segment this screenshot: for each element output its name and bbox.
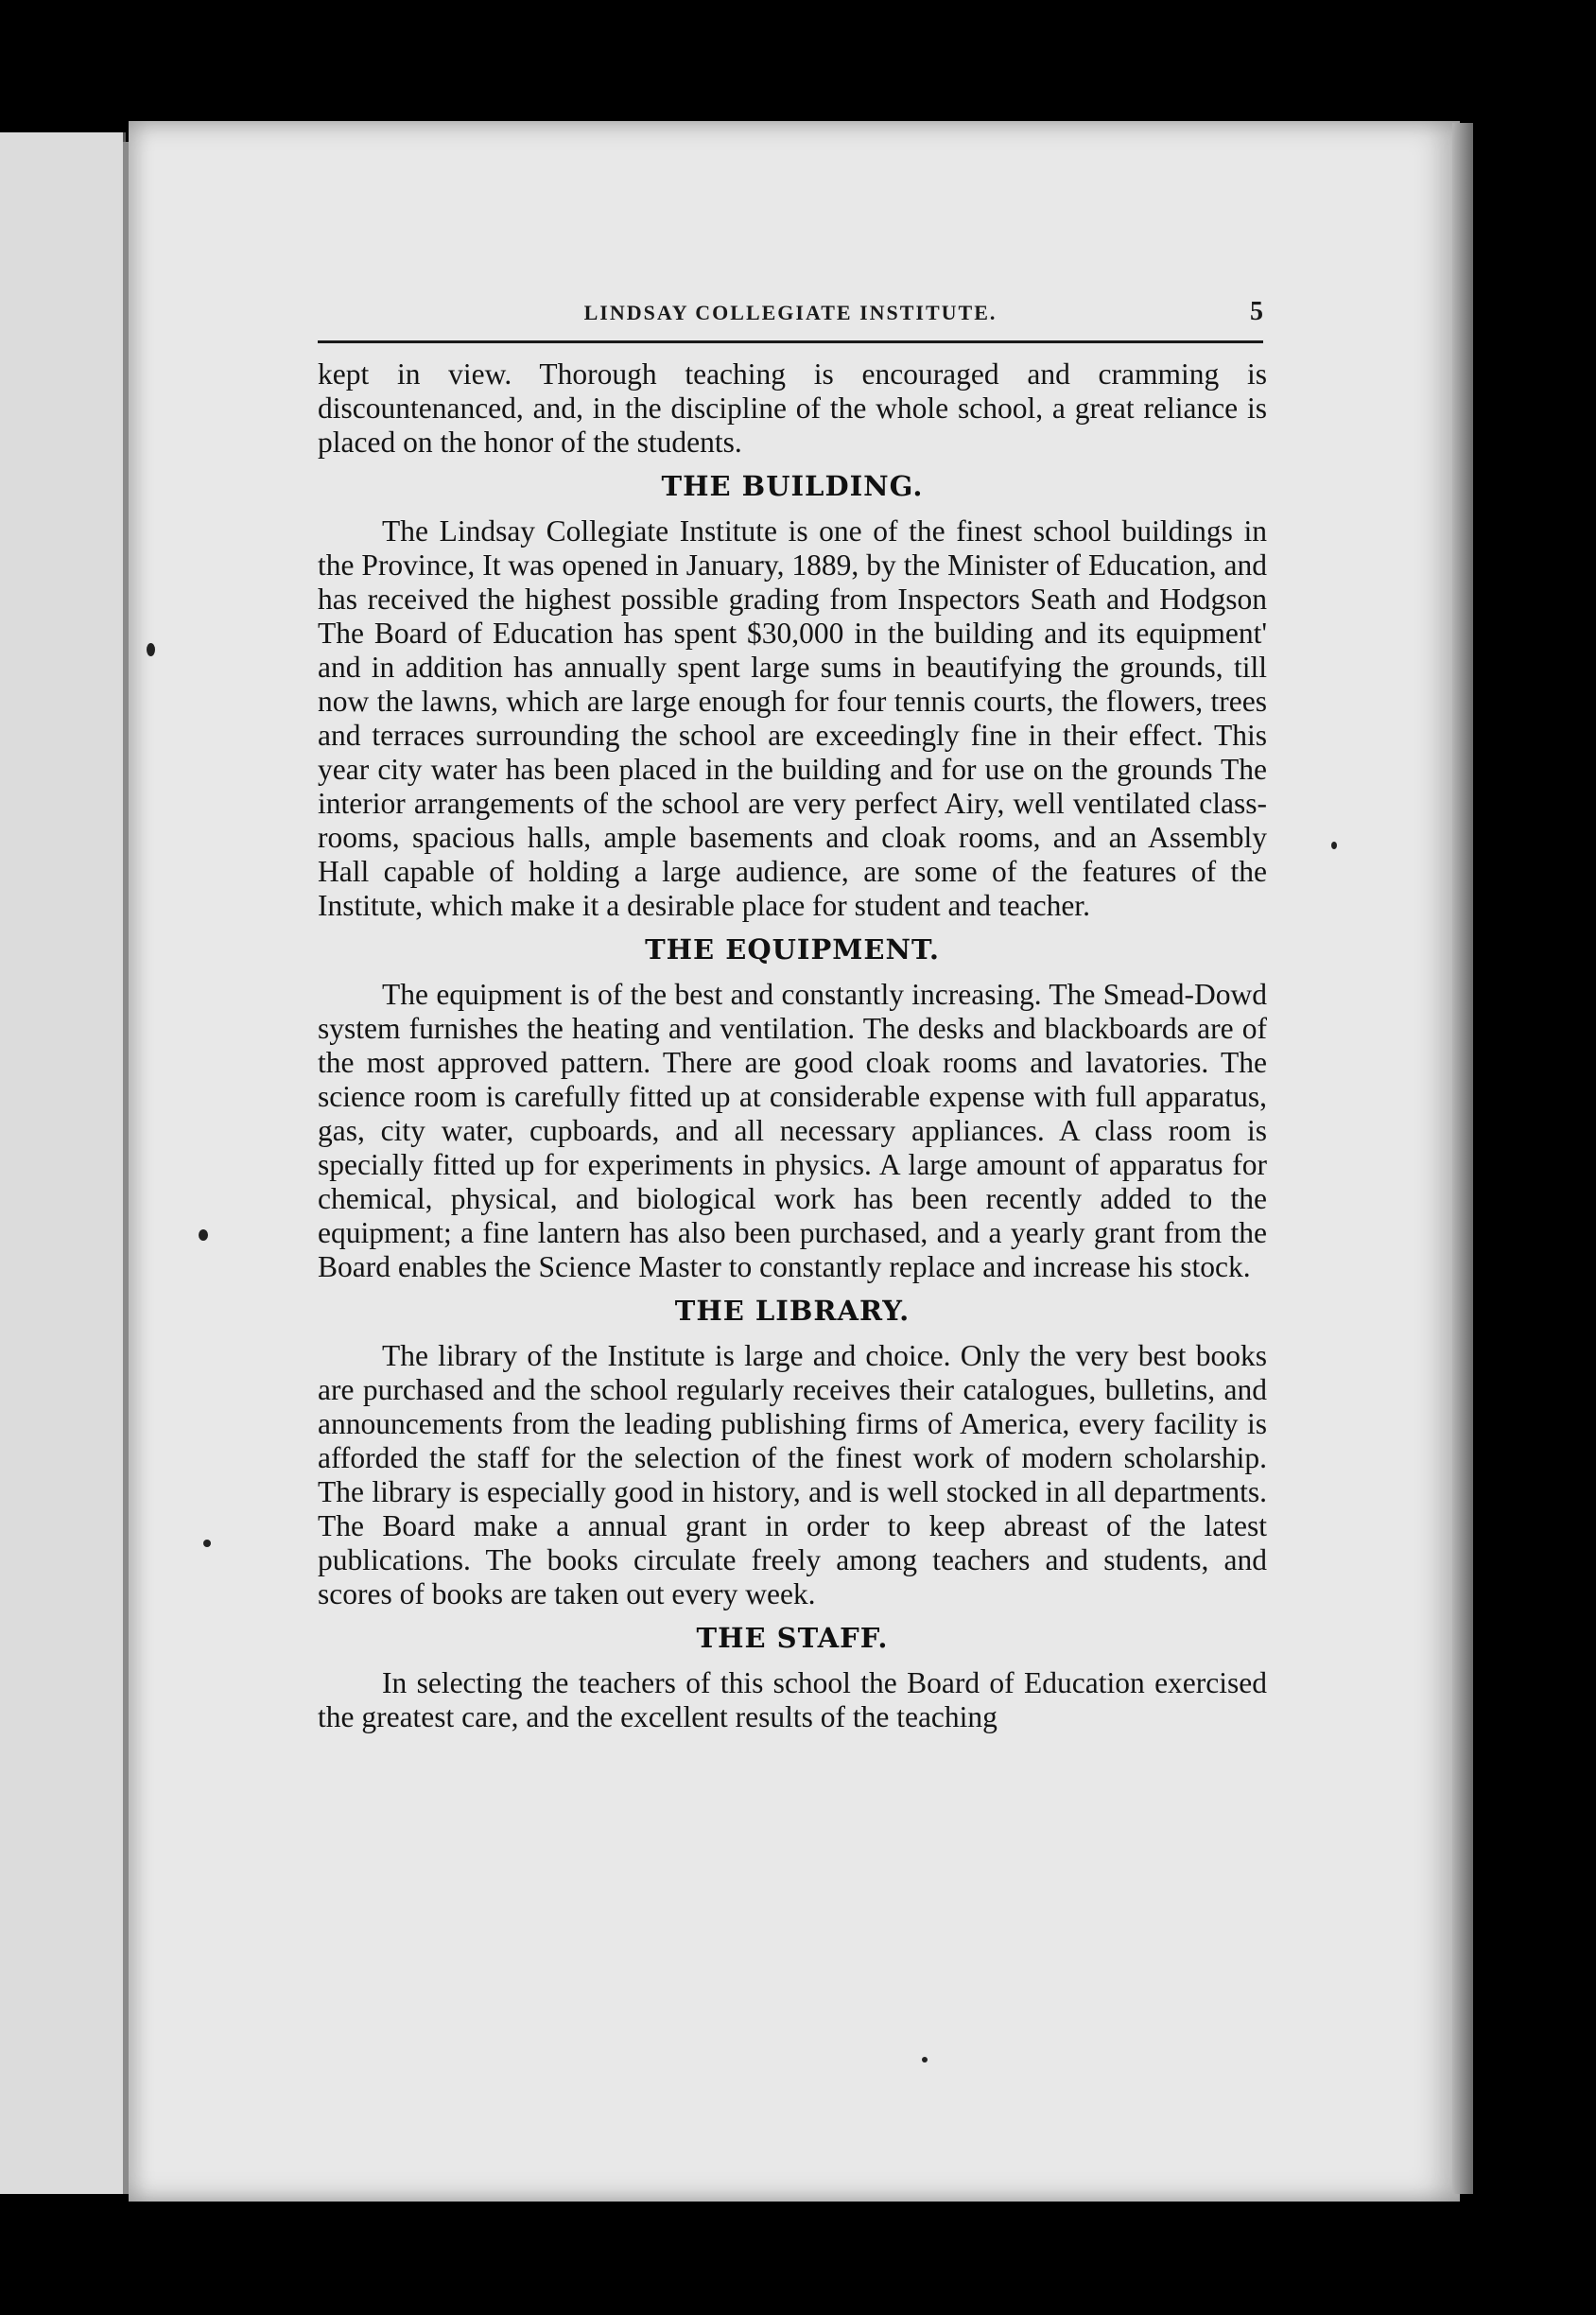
section-heading-staff: THE STAFF. — [696, 1622, 889, 1654]
scan-speck — [147, 643, 155, 656]
running-header — [318, 297, 1263, 348]
section-paragraph-library: The library of the Institute is large and choice. Only the very best books are purchased and the school regularly receives their catalogues, bulletins, and announcements from the leading publishing firms of America, every facility is afforded the staff for the selection of the finest work of modern scholarship. The library is especially good in history, and is well stocked in all departments. The Board make a annual grant in order to keep abreast of the latest publications. The books circulate freely among teachers and students, and scores of books are taken out every week. — [318, 1339, 1267, 1610]
page-edge-shadow — [1452, 123, 1473, 2194]
section-heading-equipment: THE EQUIPMENT. — [645, 933, 940, 966]
scan-speck — [203, 1540, 211, 1547]
page-number: 5 — [1250, 297, 1263, 326]
section-paragraph-staff: In selecting the teachers of this school the Board of Education exercised the greatest care, and the excellent results of the teaching — [318, 1666, 1267, 1733]
section-paragraph-equipment: The equipment is of the best and constantly increasing. The Smead-Dowd system furnishes the heating and ventilation. The desks and blackboards are of the most approved pattern. There are good cloak rooms and lavatories. The science room is carefully fitted up at considerable expense with full apparatus, gas, city water, cupboards, and all necessary appliances. A class room is specially fitted up for experiments in physics. A large amount of apparatus for chemical, physical, and biological work has been recently added to the equipment; a fine lantern has also been purchased, and a yearly grant from the Board enables the Science Master to constantly replace and increase his stock. — [318, 978, 1267, 1283]
page-body — [318, 357, 1267, 1734]
section-heading-building: THE BUILDING. — [661, 470, 924, 502]
header-rule — [318, 340, 1263, 343]
intro-paragraph: kept in view. Thorough teaching is encouraged and cramming is discountenanced, and, in the discipline of the whole school, a great reliance is placed on the honor of the students. — [318, 357, 1267, 459]
section-paragraph-building: The Lindsay Collegiate Institute is one of the finest school buildings in the Province, It was opened in January, 1889, by the Minister of Education, and has received the highest possible grading from Inspectors Seath and Hodgson The Board of Education has spent $30,000 in the building and its equipment' and in addition has annually spent large sums in beautifying the grounds, till now the lawns, which are large enough for four tennis courts, the flowers, trees and terraces surrounding the school are exceedingly fine in their effect. This year city water has been placed in the building and for use on the grounds The interior arrangements of the school are very perfect Airy, well ventilated class-rooms, spacious halls, ample basements and cloak rooms, and an Assembly Hall capable of holding a large audience, are some of the features of the Institute, which make it a desirable place for student and teacher. — [318, 514, 1267, 922]
scan-speck — [199, 1229, 208, 1241]
scan-speck — [1331, 842, 1337, 849]
facing-page-edge — [0, 132, 126, 2194]
section-heading-library: THE LIBRARY. — [674, 1295, 911, 1327]
running-title: LINDSAY COLLEGIATE INSTITUTE. — [583, 301, 998, 324]
scan-speck — [922, 2057, 928, 2063]
